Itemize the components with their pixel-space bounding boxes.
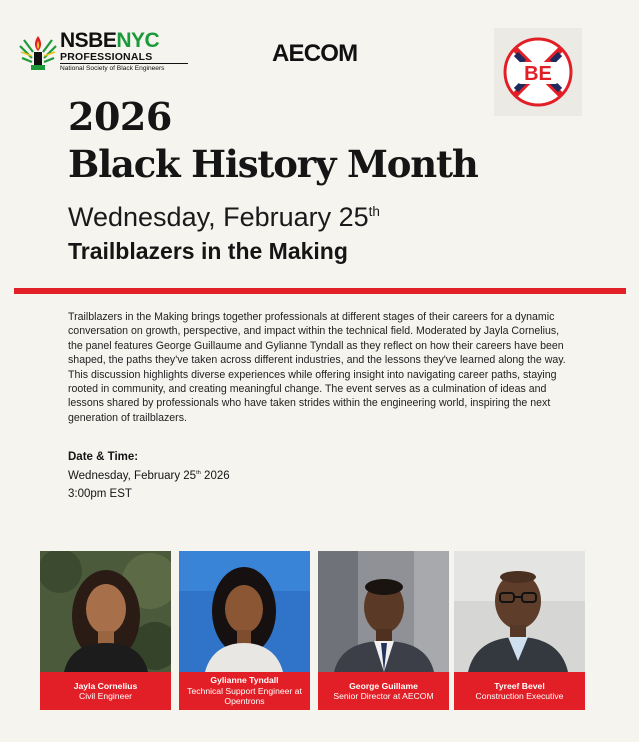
event-date	[68, 469, 230, 483]
speaker-photo	[454, 551, 585, 672]
speaker-label	[179, 672, 310, 710]
be-badge-icon	[502, 34, 574, 110]
speaker-name: Tyreef Bevel	[494, 680, 545, 691]
event-year: 2026	[68, 94, 172, 139]
speaker-photo	[40, 551, 171, 672]
event-description: Trailblazers in the Making brings together professionals at different stages of their careers for a dynamic conversation on growth, perspective, and impact within the technical field. Moderated by Jayla Cornelius, the panel features George Guillaume and Gylianne Tyndall as they reflect on how their careers have been shaped, the paths they've taken across different industries, and the lessons they've learned along the way. This discussion highlights diverse experiences while offering insight into navigating career paths, staying rooted in community, and creating meaningful change. The event serves as a culmination of ideas and lessons shared by professionals who have taken strides within the engineering world, inspiring the next generation of trailblazers.	[68, 311, 566, 424]
be-logo	[494, 28, 582, 116]
speaker-label	[40, 672, 171, 710]
date-time-label: Date & Time:	[68, 451, 139, 463]
speaker-label	[318, 672, 449, 710]
speaker-photo	[318, 551, 449, 672]
nsbe-full-name: National Society of Black Engineers	[60, 65, 165, 72]
speaker-card	[179, 551, 310, 711]
speaker-photo	[179, 551, 310, 672]
speaker-label	[454, 672, 585, 710]
event-date-main: Wednesday, February 25	[68, 470, 197, 482]
section-divider	[14, 288, 626, 294]
nsbe-nyc-logo	[18, 30, 188, 76]
torch-emblem-icon	[18, 32, 58, 72]
date-heading-suffix: th	[368, 204, 380, 219]
speaker-role: Construction Executive	[475, 691, 564, 701]
date-heading-text: Wednesday, February 25	[68, 202, 369, 232]
speaker-card	[454, 551, 585, 711]
speaker-name: Gylianne Tyndall	[210, 675, 279, 686]
speaker-role: Senior Director at AECOM	[333, 691, 434, 701]
event-date-year: 2026	[200, 470, 230, 482]
event-subtitle: Trailblazers in the Making	[68, 238, 348, 264]
logo-divider	[60, 63, 188, 64]
aecom-logo: AECOM	[272, 40, 358, 67]
speaker-role: Technical Support Engineer at Opentrons	[187, 685, 302, 707]
nsbe-nyc-wordmark: NSBENYC	[60, 29, 160, 52]
speaker-name: Jayla Cornelius	[73, 680, 138, 691]
event-time: 3:00pm EST	[68, 488, 132, 500]
event-date-suffix: th	[196, 470, 201, 477]
event-date-heading	[68, 201, 380, 233]
speaker-card	[40, 551, 171, 711]
speaker-role: Civil Engineer	[78, 691, 133, 701]
be-logo-text: BE	[524, 63, 552, 85]
speaker-card	[318, 551, 449, 711]
event-title: Black History Month	[68, 142, 478, 186]
speaker-name: George Guillame	[349, 680, 418, 691]
professionals-label: PROFESSIONALS	[60, 51, 153, 63]
